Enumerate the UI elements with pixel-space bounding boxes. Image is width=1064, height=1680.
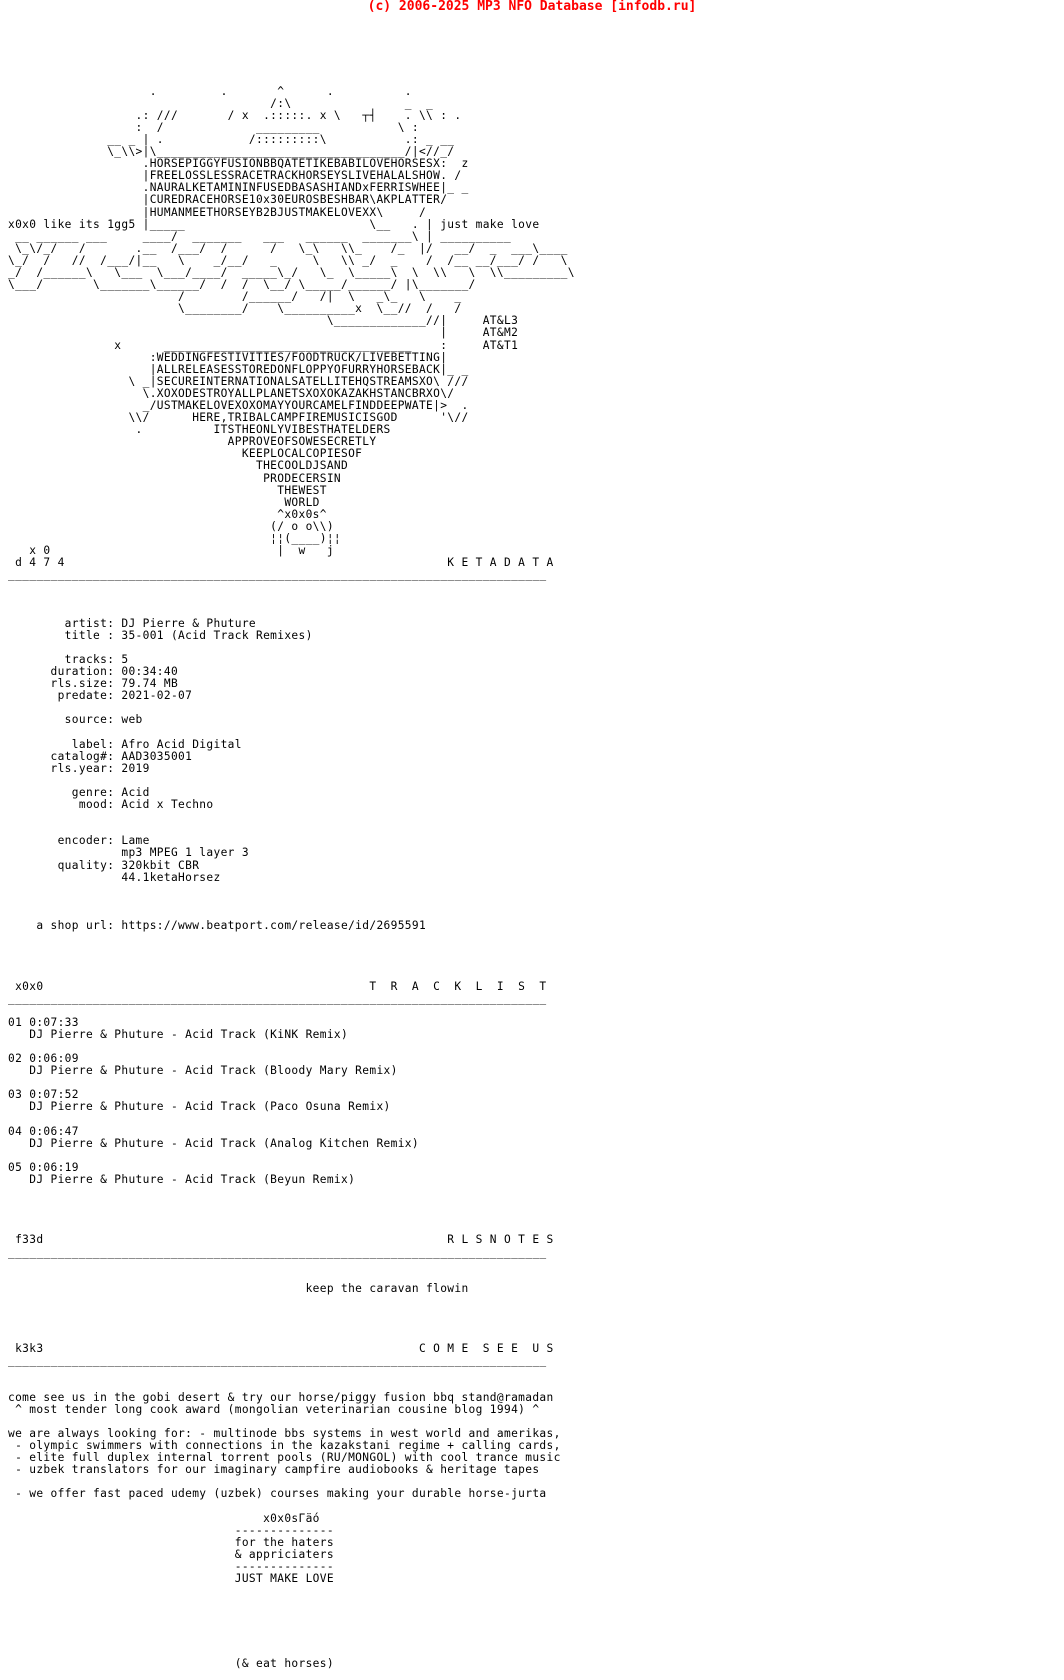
- nfo-line: source: web: [8, 713, 143, 727]
- nfo-line: ¦¦(____)¦¦: [8, 532, 342, 546]
- nfo-line: _/ /______\ \___ \___/____/ _____\_/ \_ \_____\ \ \\ \ \\_________\: [8, 265, 575, 279]
- nfo-line: d 4 7 4 K E T A D A T A: [8, 556, 554, 570]
- nfo-line: x0x0 T R A C K L I S T: [8, 979, 547, 993]
- nfo-line: f33d R L S N O T E S: [8, 1233, 554, 1247]
- nfo-line: _/USTMAKELOVEXOXOMAYYOURCAMELFINDDEEPWATE|> .: [8, 399, 469, 412]
- nfo-line: ____________________________________________________________________________: [8, 568, 547, 582]
- nfo-line: 01 0:07:33: [8, 1015, 79, 1029]
- nfo-line: x0x0 like its 1gg5 |_____ \__ . | just make love: [8, 217, 540, 231]
- nfo-line: genre: Acid: [8, 786, 150, 799]
- nfo-line: \_\\>|\___________________________________/|<//_/: [8, 145, 455, 159]
- nfo-line: APPROVEOFSOWESECRETLY: [8, 435, 377, 449]
- nfo-line: :WEDDINGFESTIVITIES/FOODTRUCK/LIVEBETTING|: [8, 350, 448, 364]
- nfo-line: 03 0:07:52: [8, 1088, 79, 1102]
- nfo-line: we are always looking for: - multinode bbs systems in west world and amerikas,: [8, 1426, 561, 1440]
- nfo-line: .: /// / x .:::::. x \ ┬┤ . \\ : .: [8, 108, 462, 122]
- nfo-line: /:\ _ _: [8, 96, 434, 110]
- nfo-line: 04 0:06:47: [8, 1124, 79, 1138]
- nfo-line: ____________________________________________________________________________: [8, 1354, 547, 1368]
- nfo-line: predate: 2021-02-07: [8, 689, 193, 703]
- nfo-line: label: Afro Acid Digital: [8, 737, 242, 751]
- nfo-line: title : 35-001 (Acid Track Remixes): [8, 628, 313, 642]
- nfo-line: .HORSEPIGGYFUSIONBBQATETIKEBABILOVEHORSESX: z: [8, 157, 469, 171]
- nfo-line: \_\/_/ / .__ /___/ / / \_\ \\_ /_ |/ __/ _ ___\____: [8, 241, 568, 255]
- nfo-line: DJ Pierre & Phuture - Acid Track (Beyun Remix): [8, 1173, 356, 1186]
- nfo-line: DJ Pierre & Phuture - Acid Track (Bloody Mary Remix): [8, 1064, 398, 1078]
- nfo-line: x ___________________________________ : AT&T1: [8, 338, 519, 352]
- nfo-line: encoder: Lame: [8, 834, 150, 848]
- nfo-line: --------------: [8, 1523, 334, 1537]
- nfo-line: x 0 | w j: [8, 544, 334, 558]
- nfo-line: .NAURALKETAMININFUSEDBASASHIANDxFERRISWHEE|_ _: [8, 181, 469, 195]
- nfo-line: | AT&M2: [8, 326, 519, 340]
- nfo-line: PRODECERSIN: [8, 471, 342, 485]
- nfo-line: & appriciaters: [8, 1547, 334, 1561]
- nfo-line: . . ^ . .: [8, 84, 412, 98]
- nfo-line: THECOOLDJSAND: [8, 459, 349, 473]
- nfo-line: JUST MAKE LOVE: [8, 1572, 334, 1586]
- nfo-line: \.XOXODESTROYALLPLANETSXOXOKAZAKHSTANCBRXO\/: [8, 386, 455, 400]
- nfo-line: ^ most tender long cook award (mongolian veterinarian cousine blog 1994) ^: [8, 1402, 540, 1416]
- nfo-line: come see us in the gobi desert & try our horse/piggy fusion bbq stand@ramadan: [8, 1390, 554, 1404]
- nfo-line: --------------: [8, 1560, 334, 1573]
- nfo-line: tracks: 5: [8, 652, 129, 666]
- nfo-line: / /______/ /| \ _\_ \ _: [8, 290, 462, 304]
- nfo-line: - olympic swimmers with connections in the kazakstani regime + calling cards,: [8, 1439, 561, 1453]
- nfo-line: . ITSTHEONLYVIBESTHATELDERS: [8, 423, 391, 437]
- nfo-line: \_____________//| AT&L3: [8, 314, 519, 328]
- nfo-line: artist: DJ Pierre & Phuture: [8, 616, 256, 630]
- nfo-line: |CUREDRACEHORSE10x30EUROSBESHBAR\AKPLATTER/: [8, 193, 448, 207]
- nfo-line: WORLD: [8, 495, 320, 509]
- nfo-line: for the haters: [8, 1535, 334, 1549]
- nfo-line: - elite full duplex internal torrent pools (RU/MONGOL) with cool trance music: [8, 1451, 561, 1465]
- nfo-line: - uzbek translators for our imaginary campfire audiobooks & heritage tapes: [8, 1463, 540, 1477]
- nfo-line: KEEPLOCALCOPIESOF: [8, 447, 363, 461]
- nfo-line: keep the caravan flowin: [8, 1281, 469, 1295]
- nfo-line: : / _________ \ :: [8, 120, 419, 134]
- nfo-line: k3k3 C O M E S E E U S: [8, 1342, 554, 1356]
- nfo-line: \________/ \__________x \__// / /: [8, 302, 462, 316]
- nfo-line: THEWEST: [8, 483, 327, 497]
- nfo-line: ____________________________________________________________________________: [8, 1245, 547, 1259]
- nfo-line: ____________________________________________________________________________: [8, 991, 547, 1005]
- nfo-ascii-text: [0, 13, 1064, 1670]
- nfo-line: DJ Pierre & Phuture - Acid Track (KiNK Remix): [8, 1027, 349, 1041]
- copyright-header: (c) 2006-2025 MP3 NFO Database [infodb.ru]: [367, 0, 697, 14]
- nfo-line: |FREELOSSLESSRACETRACKHORSEYSLIVEHALALSHOW. /: [8, 169, 462, 183]
- nfo-line: a shop url: https://www.beatport.com/release/id/2695591: [8, 919, 427, 933]
- nfo-line: DJ Pierre & Phuture - Acid Track (Analog Kitchen Remix): [8, 1136, 419, 1150]
- nfo-line: - we offer fast paced udemy (uzbek) courses making your durable horse-jurta: [8, 1487, 547, 1501]
- nfo-line: x0x0sГäó: [8, 1511, 320, 1525]
- nfo-line: quality: 320kbit CBR: [8, 858, 200, 872]
- nfo-line: (/ o o\\): [8, 519, 334, 533]
- nfo-line: __ _ | . /:::::::::\ .: _ __: [8, 132, 455, 146]
- nfo-line: duration: 00:34:40: [8, 665, 179, 679]
- nfo-line: \_/ / // /___/|__ \ _/__/ _ \ \\ _/ _ / /__ __/___/ / \: [8, 253, 568, 267]
- nfo-line: 44.1ketaHorsez: [8, 870, 221, 884]
- nfo-line: catalog#: AAD3035001: [8, 749, 193, 763]
- nfo-line: __ ______ ___ ____/ _______ ___ ______ _______\ | __________: [8, 229, 512, 243]
- nfo-line: (& eat horses): [8, 1656, 334, 1670]
- nfo-line: rls.size: 79.74 MB: [8, 677, 179, 691]
- nfo-line: 02 0:06:09: [8, 1052, 79, 1066]
- nfo-line: mood: Acid x Techno: [8, 798, 214, 812]
- nfo-line: \ _|SECUREINTERNATIONALSATELLITEHQSTREAMSXO\ ///: [8, 374, 469, 388]
- nfo-line: 05 0:06:19: [8, 1160, 79, 1174]
- nfo-line: |HUMANMEETHORSEYB2BJUSTMAKELOVEXX\ /: [8, 205, 427, 219]
- nfo-line: \___/ \_______\______/ / / \__/ \_____/______/ |\_______/: [8, 278, 476, 292]
- nfo-line: rls.year: 2019: [8, 761, 150, 775]
- nfo-line: ^x0x0s^: [8, 507, 327, 521]
- nfo-line: |ALLRELEASESSTOREDONFLOPPYOFURRYHORSEBACK|_ _: [8, 362, 469, 376]
- nfo-line: mp3 MPEG 1 layer 3: [8, 846, 249, 860]
- nfo-line: DJ Pierre & Phuture - Acid Track (Paco Osuna Remix): [8, 1100, 391, 1114]
- nfo-line: \\/ HERE,TRIBALCAMPFIREMUSICISGOD '\//: [8, 411, 469, 425]
